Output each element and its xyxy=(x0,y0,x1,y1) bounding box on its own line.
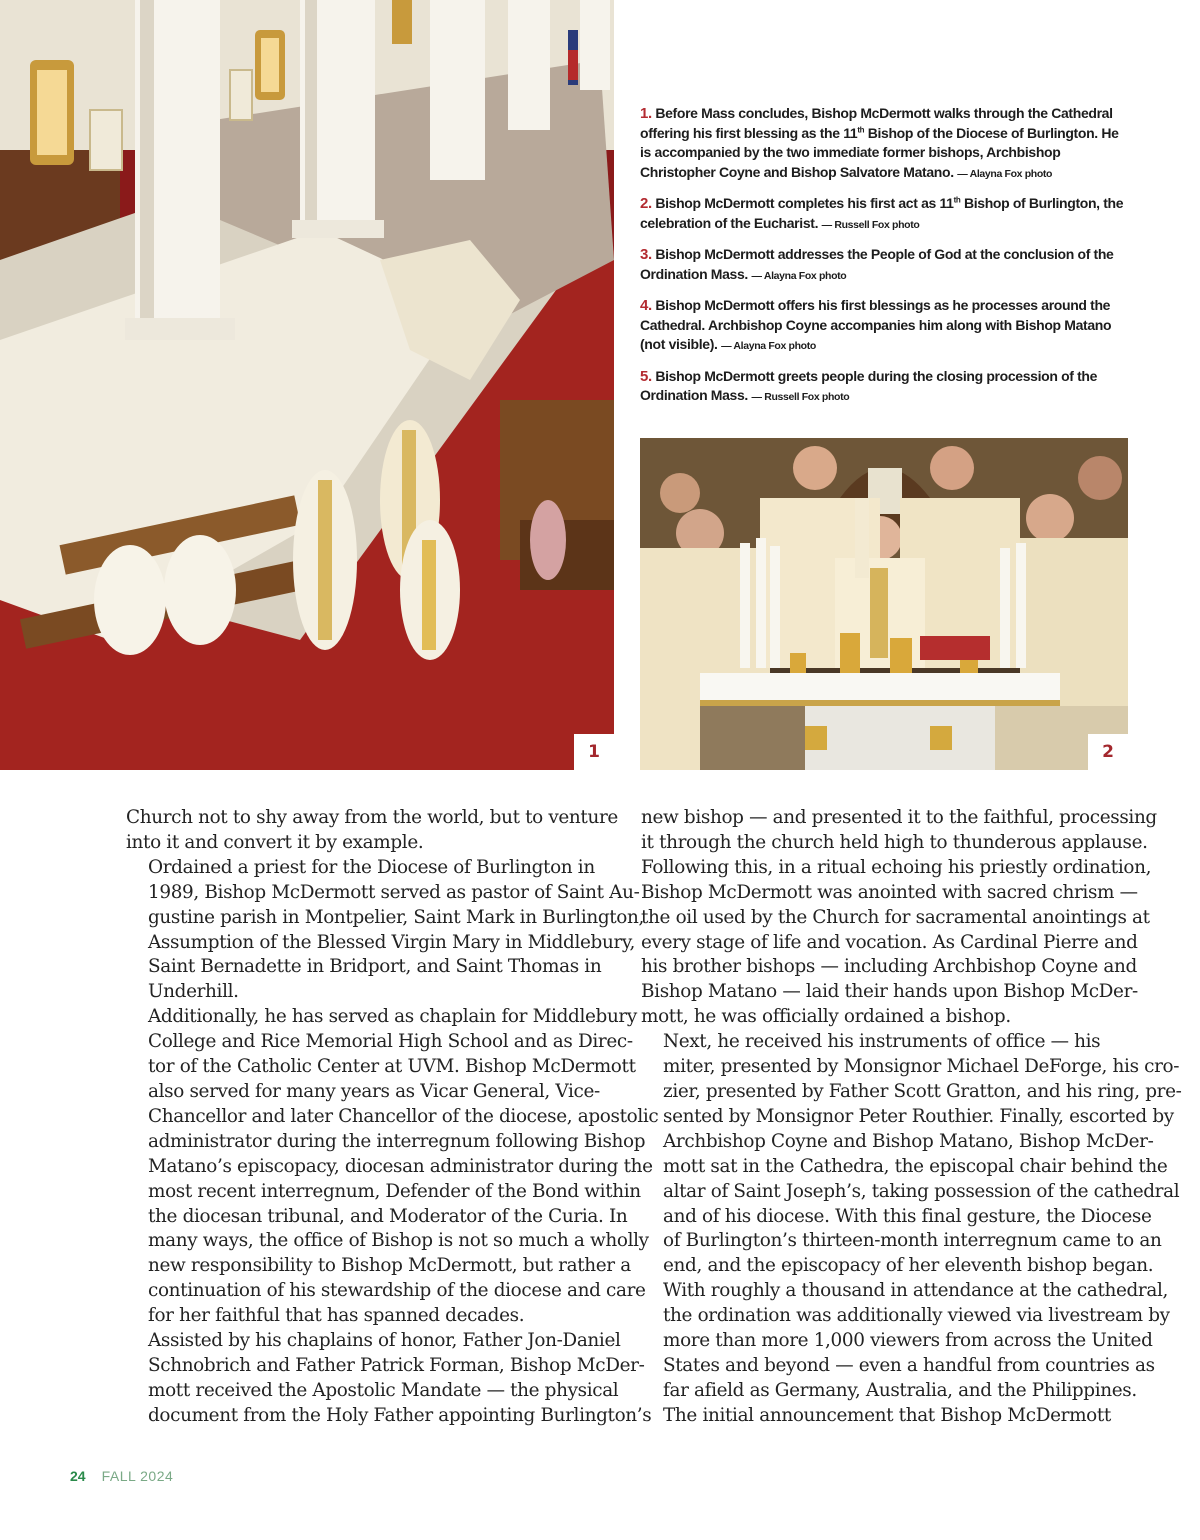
photo-number-1: 1 xyxy=(574,734,614,770)
text-line: administrator during the interregnum following Bishop xyxy=(148,1130,646,1152)
text-line: Assisted by his chaplains of honor, Father Jon-Daniel xyxy=(148,1330,621,1352)
caption-1 xyxy=(640,104,1132,184)
text-line: mott sat in the Cathedra, the episcopal chair behind the xyxy=(663,1155,1168,1177)
text-line: Church not to shy away from the world, but to venture xyxy=(126,807,618,828)
text-line: many ways, the office of Bishop is not so much a wholly xyxy=(148,1230,649,1252)
photo-number-2: 2 xyxy=(1088,734,1128,770)
photo-credit: — Russell Fox photo xyxy=(751,391,850,403)
text-line: Matano’s episcopacy, diocesan administrator during the xyxy=(148,1155,653,1177)
article-column-left xyxy=(126,806,659,1429)
photo-credit: — Alayna Fox photo xyxy=(721,340,816,352)
text-line: Schnobrich and Father Patrick Forman, Bishop McDer- xyxy=(148,1354,645,1376)
text-line: States and beyond — even a handful from countries as xyxy=(663,1354,1155,1376)
photo-credit: — Russell Fox photo xyxy=(821,218,920,231)
text-line: the oil used by the Church for sacramental anointings at xyxy=(641,906,1150,928)
photo-cathedral-procession xyxy=(0,0,614,770)
caption-3 xyxy=(640,245,1132,286)
text-line: Chancellor and later Chancellor of the diocese, apostolic xyxy=(148,1105,659,1127)
caption-superscript: th xyxy=(857,124,865,134)
text-line: also served for many years as Vicar General, Vice- xyxy=(148,1080,600,1102)
text-line: mott received the Apostolic Mandate — the physical xyxy=(148,1379,619,1401)
text-line: continuation of his stewardship of the diocese and care xyxy=(148,1280,646,1302)
text-line: altar of Saint Joseph’s, taking possession of the cathedral xyxy=(663,1180,1180,1202)
photo-credit: — Alayna Fox photo xyxy=(751,269,847,282)
page-number: 24 xyxy=(70,1468,86,1484)
text-line: far afield as Germany, Australia, and the Philippines. xyxy=(663,1379,1137,1401)
photo-captions xyxy=(640,104,1132,418)
photo-eucharist-altar xyxy=(640,438,1128,770)
text-line: With roughly a thousand in attendance at the cathedral, xyxy=(663,1280,1169,1302)
paragraph xyxy=(126,806,618,856)
text-line: for her faithful that has spanned decades. xyxy=(148,1305,525,1327)
caption-number: 2. xyxy=(640,195,652,212)
caption-5 xyxy=(640,367,1132,408)
text-line: zier, presented by Father Scott Gratton, and his ring, pre- xyxy=(663,1080,1182,1102)
caption-number: 5. xyxy=(640,367,652,385)
text-line: the ordination was additionally viewed via livestream by xyxy=(663,1305,1170,1327)
caption-2 xyxy=(640,194,1132,235)
text-line: every stage of life and vocation. As Cardinal Pierre and xyxy=(641,931,1138,953)
text-line: mott, he was officially ordained a bishop. xyxy=(641,1006,1011,1028)
text-line: of Burlington’s thirteen-month interregnum came to an xyxy=(663,1230,1162,1252)
text-line: Saint Bernadette in Bridport, and Saint Thomas in xyxy=(148,956,602,978)
text-line: document from the Holy Father appointing Burlington’s xyxy=(148,1404,652,1426)
caption-text: Before Mass concludes, Bishop McDermott walks through the Cathedral offering his first blessing as the 11 xyxy=(640,105,1113,141)
text-line: Assumption of the Blessed Virgin Mary in Middlebury, xyxy=(148,931,635,953)
text-line: Archbishop Coyne and Bishop Matano, Bishop McDer- xyxy=(663,1130,1154,1152)
text-line: Following this, in a ritual echoing his priestly ordination, xyxy=(641,856,1152,878)
text-line: end, and the episcopacy of her eleventh bishop began. xyxy=(663,1255,1154,1277)
caption-superscript: th xyxy=(953,195,961,205)
text-line: The initial announcement that Bishop McDermott xyxy=(663,1404,1111,1426)
text-line: Ordained a priest for the Diocese of Burlington in xyxy=(148,856,595,878)
caption-number: 3. xyxy=(640,246,652,263)
text-line: Bishop McDermott was anointed with sacred chrism — xyxy=(641,881,1138,903)
text-line: College and Rice Memorial High School and as Direc- xyxy=(148,1031,633,1053)
paragraph xyxy=(641,1030,1182,1404)
text-line: the diocesan tribunal, and Moderator of the Curia. In xyxy=(148,1205,628,1227)
paragraph xyxy=(126,856,645,1005)
paragraph xyxy=(126,1329,652,1429)
text-line: more than more 1,000 viewers from across the United xyxy=(663,1330,1153,1352)
text-line: new bishop — and presented it to the faithful, processing xyxy=(641,807,1157,828)
text-line: new responsibility to Bishop McDermott, but rather a xyxy=(148,1255,631,1277)
page-footer xyxy=(70,1468,173,1484)
text-line: gustine parish in Montpelier, Saint Mark in Burlington, xyxy=(148,906,645,928)
photo-1-image xyxy=(0,0,614,770)
caption-text: Bishop McDermott completes his first act as 11 xyxy=(655,195,954,211)
caption-text: Bishop of Burlington, the celebration of the Eucharist. xyxy=(640,195,1124,231)
text-line: Underhill. xyxy=(148,981,239,1003)
text-line: Next, he received his instruments of office — his xyxy=(663,1031,1101,1053)
paragraph xyxy=(641,1404,1129,1429)
text-line: into it and convert it by example. xyxy=(126,831,424,853)
caption-text: Bishop McDermott greets people during the closing procession of the Ordination Mass. xyxy=(640,367,1098,403)
text-line: Bishop Matano — laid their hands upon Bishop McDer- xyxy=(641,981,1138,1003)
text-line: sented by Monsignor Peter Routhier. Finally, escorted by xyxy=(663,1105,1174,1127)
text-line: miter, presented by Monsignor Michael DeForge, his cro- xyxy=(663,1056,1180,1078)
text-line: his brother bishops — including Archbishop Coyne and xyxy=(641,956,1137,978)
paragraph xyxy=(641,806,1157,1030)
text-line: Additionally, he has served as chaplain for Middlebury xyxy=(148,1006,637,1028)
photo-2-image xyxy=(640,438,1128,770)
text-line: most recent interregnum, Defender of the Bond within xyxy=(148,1180,641,1202)
caption-text: Bishop of the Diocese of Burlington. He is accompanied by the two immediate former bishops, Archbishop Christopher Coyne and Bishop Salvatore Matano. xyxy=(640,124,1119,180)
article-column-right xyxy=(641,806,1182,1429)
caption-number: 1. xyxy=(640,105,652,122)
text-line: and of his diocese. With this final gesture, the Diocese xyxy=(663,1205,1152,1227)
photo-credit: — Alayna Fox photo xyxy=(957,167,1053,180)
caption-text: Bishop McDermott offers his first blessings as he processes around the Cathedral. Archbishop Coyne accompanies him along with Bishop Matano (not visible). xyxy=(640,297,1112,352)
paragraph xyxy=(126,1005,659,1329)
caption-4 xyxy=(640,296,1132,357)
caption-number: 4. xyxy=(640,297,652,314)
text-line: 1989, Bishop McDermott served as pastor of Saint Au- xyxy=(148,881,640,903)
caption-text: Bishop McDermott addresses the People of God at the conclusion of the Ordination Mass. xyxy=(640,246,1114,282)
issue-label: FALL 2024 xyxy=(101,1468,174,1484)
text-line: tor of the Catholic Center at UVM. Bishop McDermott xyxy=(148,1056,636,1078)
text-line: it through the church held high to thunderous applause. xyxy=(641,831,1148,853)
